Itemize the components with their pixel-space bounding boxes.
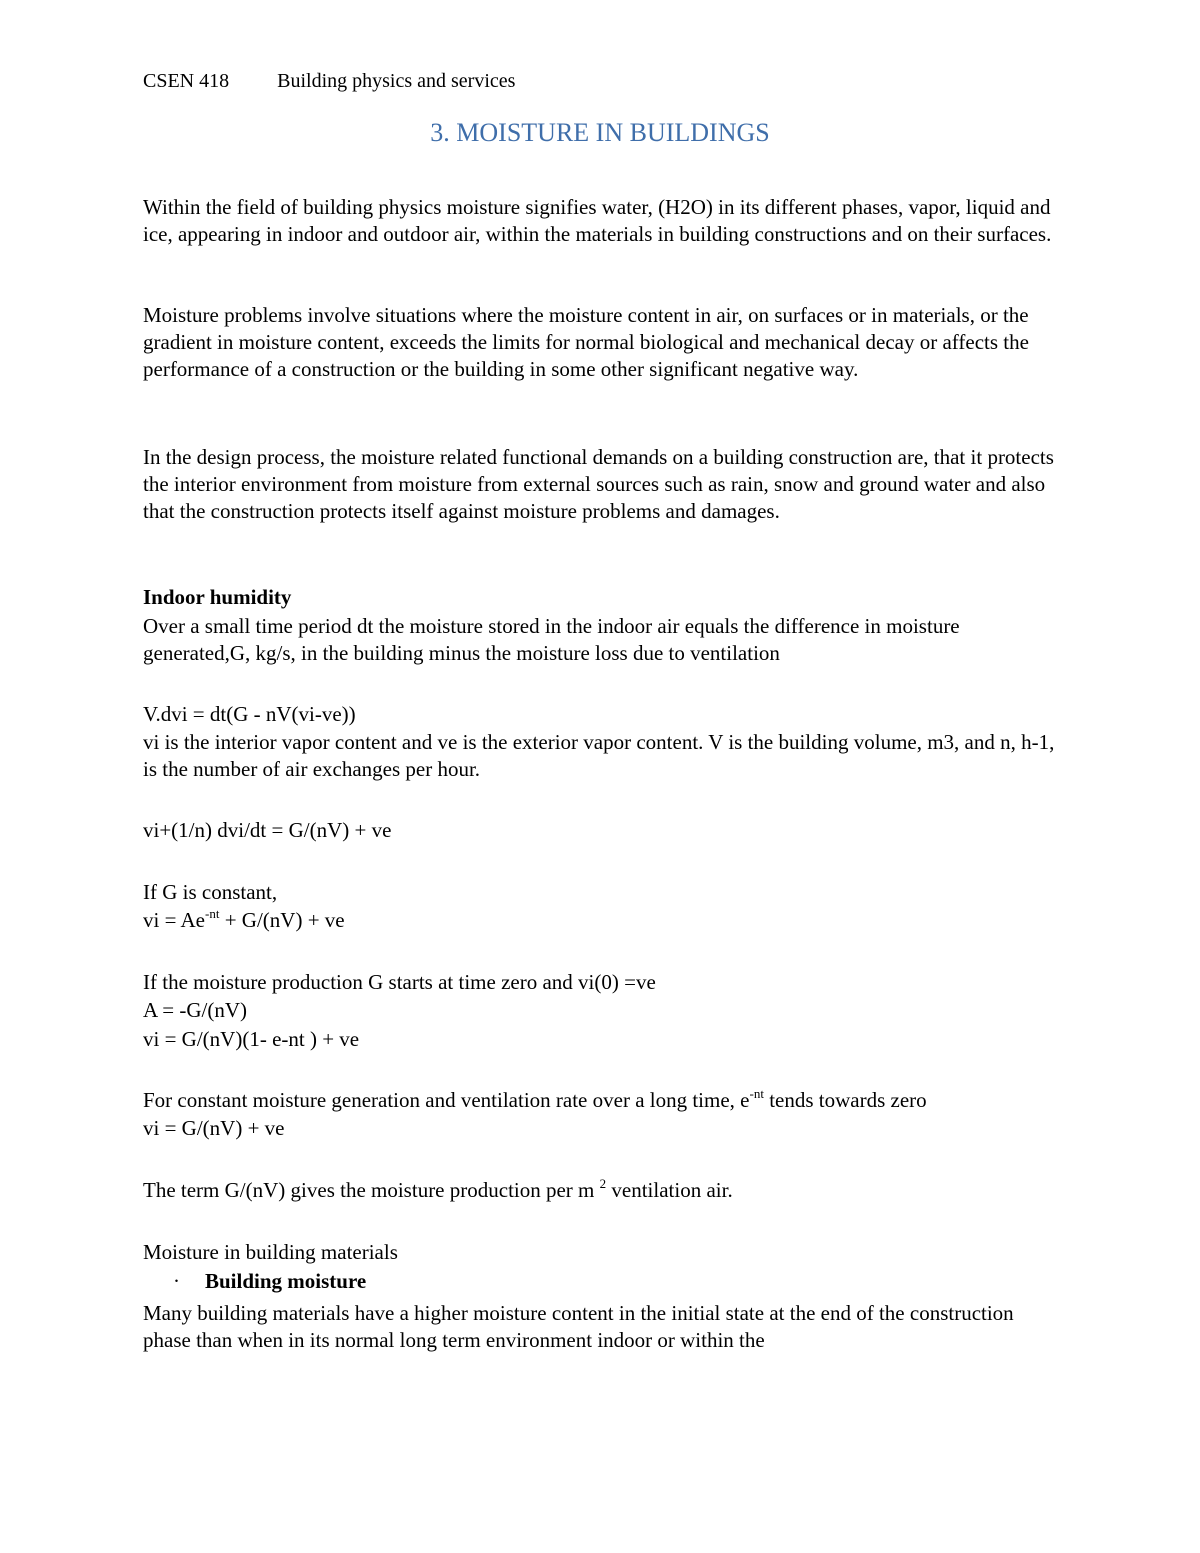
page-header (143, 70, 515, 93)
paragraph-definition: Within the field of building physics moisture signifies water, (H2O) in its different phases, vapor, liquid and ice, appearing in indoor and outdoor air, within the materials in building constructions and on their surfaces. (143, 195, 1052, 246)
materials-paragraph: Many building materials have a higher moisture content in the initial state at the end of the construction phase than when in its normal long term environment indoor or within the (143, 1301, 1014, 1352)
course-name: Building physics and services (277, 70, 516, 92)
term-explanation (143, 1178, 733, 1203)
statement-text: tends towards zero (763, 1088, 927, 1112)
bullet-item-building-moisture (143, 1269, 366, 1294)
equation-constant-a: A = -G/(nV) (143, 998, 247, 1022)
paragraph-design-process: In the design process, the moisture related functional demands on a building construction are, that it protects the interior environment from moisture from external sources such as rain, snow and ground water and also that the construction protects itself against moisture problems and damages. (143, 445, 1054, 523)
document-title: 3. MOISTURE IN BUILDINGS (430, 118, 770, 147)
equation-variables-description: vi is the interior vapor content and ve is the exterior vapor content. V is the building volume, m3, and n, h-1, is the number of air exchanges per hour. (143, 730, 1055, 781)
equation-text: + G/(nV) + ve (219, 908, 345, 932)
condition-initial: If the moisture production G starts at time zero and vi(0) =ve (143, 970, 656, 994)
exponent: -nt (749, 1086, 764, 1101)
section-heading-indoor-humidity: Indoor humidity (143, 585, 292, 609)
statement-text: For constant moisture generation and ventilation rate over a long time, e (143, 1088, 750, 1112)
equation-steady-state: vi = G/(nV) + ve (143, 1116, 285, 1140)
statement-text: The term G/(nV) gives the moisture production per m (143, 1178, 600, 1202)
exponent: 2 (599, 1176, 607, 1191)
exponent: -nt (205, 906, 220, 921)
statement-text: ventilation air. (606, 1178, 733, 1202)
equation-general-solution (143, 908, 345, 933)
course-code: CSEN 418 (143, 70, 230, 92)
equation-particular-solution: vi = G/(nV)(1- e-nt ) + ve (143, 1027, 360, 1051)
indoor-humidity-intro: Over a small time period dt the moisture stored in the indoor air equals the difference in moisture generated,G, kg/s, in the building minus the moisture loss due to ventilation (143, 614, 960, 665)
section-heading-materials: Moisture in building materials (143, 1240, 398, 1264)
paragraph-moisture-problems: Moisture problems involve situations where the moisture content in air, on surfaces or in materials, or the gradient in moisture content, exceeds the limits for normal biological and mechanical decay or affects the performance of a construction or the building in some other significant negative way. (143, 303, 1029, 381)
equation-text: vi = Ae (143, 908, 206, 932)
equation-mass-balance: V.dvi = dt(G - nV(vi-ve)) (143, 702, 356, 726)
bullet-heading: Building moisture (205, 1269, 367, 1293)
bullet-icon: · (173, 1269, 180, 1293)
long-time-statement (143, 1088, 927, 1113)
condition-g-constant: If G is constant, (143, 880, 278, 904)
equation-differential: vi+(1/n) dvi/dt = G/(nV) + ve (143, 818, 392, 842)
